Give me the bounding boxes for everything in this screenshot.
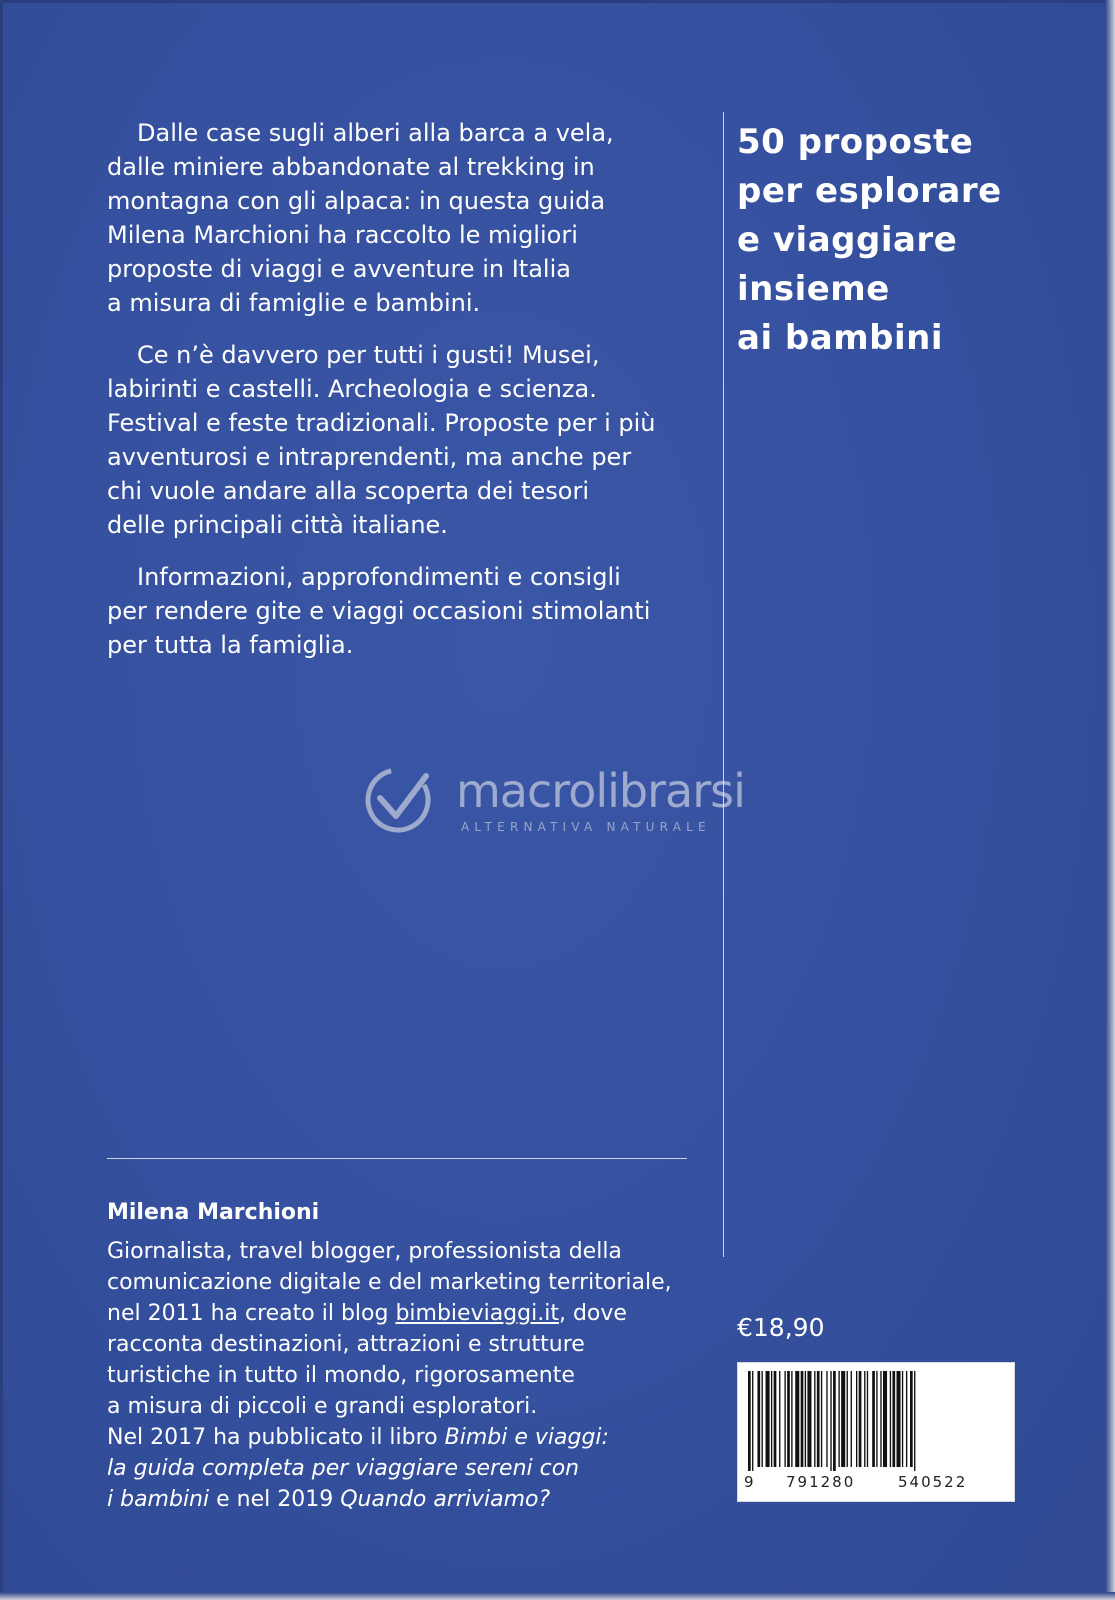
barcode-bar: [826, 1371, 827, 1467]
description-line: per tutta la famiglia.: [107, 631, 354, 659]
bio-line: turistiche in tutto il mondo, rigorosamente: [107, 1363, 575, 1388]
description-line: per rendere gite e viaggi occasioni stimolanti: [107, 597, 651, 625]
book-title-italic: la guida completa per viaggiare sereni con: [107, 1456, 580, 1481]
barcode-bar: [876, 1371, 877, 1467]
barcode-bar: [883, 1371, 887, 1467]
barcode-bar: [774, 1371, 777, 1467]
barcode-bar: [784, 1371, 785, 1467]
barcode-bar: [791, 1371, 792, 1467]
barcode-bar: [847, 1371, 848, 1467]
barcode-bar: [902, 1371, 903, 1467]
barcode-bar: [762, 1371, 763, 1467]
description-line: Informazioni, approfondimenti e consigli: [137, 563, 621, 591]
barcode-bar: [814, 1371, 815, 1467]
tagline-line: per esplorare: [737, 171, 1002, 211]
watermark-brand: macrolibrarsi: [456, 764, 745, 818]
barcode-bar: [890, 1371, 891, 1467]
barcode-bar: [830, 1371, 831, 1471]
barcode-bar: [914, 1371, 915, 1471]
book-title-italic: i bambini: [107, 1487, 210, 1512]
description-line: chi vuole andare alla scoperta dei tesori: [107, 477, 590, 505]
bio-line: racconta destinazioni, attrazioni e strutture: [107, 1332, 585, 1357]
description-paragraph-3: [107, 560, 707, 662]
barcode-bar: [838, 1371, 839, 1467]
barcode-bar: [771, 1371, 772, 1467]
barcode: [737, 1362, 1015, 1502]
description-paragraph-2: [107, 338, 707, 542]
bio-text: Nel 2017 ha pubblicato il libro: [107, 1425, 445, 1450]
description-line: a misura di famiglie e bambini.: [107, 289, 481, 317]
page-edge-right: [1105, 0, 1115, 1600]
barcode-digits: [738, 1473, 1014, 1495]
author-bio: [107, 1236, 717, 1515]
author-name: Milena Marchioni: [107, 1200, 320, 1225]
horizontal-divider: [107, 1158, 687, 1159]
bio-line: a misura di piccoli e grandi esploratori.: [107, 1394, 538, 1419]
barcode-bar: [801, 1371, 804, 1467]
barcode-bar: [752, 1371, 753, 1471]
description-line: avventurosi e intraprendenti, ma anche per: [107, 443, 632, 471]
barcode-bar: [748, 1371, 751, 1471]
cover-tagline: [737, 118, 1002, 363]
tagline-line: e viaggiare: [737, 220, 958, 260]
barcode-bar: [910, 1371, 913, 1467]
barcode-bar: [851, 1371, 852, 1467]
bio-line: comunicazione digitale e del marketing territoriale,: [107, 1270, 672, 1295]
barcode-bar: [757, 1371, 760, 1467]
barcode-bar: [795, 1371, 799, 1467]
tagline-line: 50 proposte: [737, 122, 974, 162]
description-line: montagna con gli alpaca: in questa guida: [107, 187, 606, 215]
description-line: delle principali città italiane.: [107, 511, 448, 539]
barcode-bar: [779, 1371, 780, 1467]
barcode-digit-first: 9: [744, 1473, 754, 1491]
barcode-bar: [897, 1371, 901, 1467]
book-title-italic: Quando arriviamo?: [340, 1487, 551, 1512]
bio-line: [107, 1298, 717, 1329]
description-line: Ce n’è davvero per tutti i gusti! Musei,: [137, 341, 600, 369]
blog-link: bimbieviaggi.it: [395, 1301, 559, 1326]
barcode-group-left: 791280: [786, 1473, 856, 1491]
description-line: dalle miniere abbandonate al trekking in: [107, 153, 595, 181]
bio-text: e nel 2019: [209, 1487, 341, 1512]
bio-text: nel 2011 ha creato il blog: [107, 1301, 396, 1326]
barcode-bar: [821, 1371, 822, 1467]
barcode-bar: [856, 1371, 857, 1467]
description-line: Milena Marchioni ha raccolto le migliori: [107, 221, 578, 249]
barcode-bar: [880, 1371, 881, 1467]
barcode-bar: [805, 1371, 806, 1467]
description-line: labirinti e castelli. Archeologia e scienza.: [107, 375, 597, 403]
description-paragraph-1: [107, 116, 707, 320]
watermark: [360, 762, 760, 842]
bio-line: [107, 1484, 717, 1515]
tagline-line: insieme: [737, 269, 890, 309]
bio-line: Giornalista, travel blogger, professionista della: [107, 1239, 622, 1264]
barcode-bar: [906, 1371, 907, 1467]
book-title-italic: Bimbi e viaggi:: [444, 1425, 609, 1450]
barcode-bar: [864, 1371, 865, 1467]
description-line: Dalle case sugli alberi alla barca a vela,: [137, 119, 614, 147]
barcode-bar: [833, 1371, 836, 1471]
description-line: proposte di viaggi e avventure in Italia: [107, 255, 571, 283]
barcode-bar: [841, 1371, 845, 1467]
barcode-bar: [817, 1371, 820, 1467]
barcode-bar: [872, 1371, 875, 1467]
tagline-line: ai bambini: [737, 318, 943, 358]
bio-line: [107, 1422, 717, 1453]
bio-text: , dove: [558, 1301, 627, 1326]
barcode-bar: [859, 1371, 862, 1467]
page-edge-bottom: [0, 1592, 1115, 1600]
barcode-bar: [867, 1371, 868, 1467]
barcode-bar: [766, 1371, 770, 1467]
barcode-bar: [892, 1371, 895, 1467]
barcode-bars: [748, 1371, 1004, 1471]
barcode-group-right: 540522: [898, 1473, 968, 1491]
barcode-bar: [787, 1371, 790, 1467]
vertical-divider: [723, 112, 724, 1257]
barcode-bar: [807, 1371, 811, 1467]
watermark-logo-icon: [360, 762, 440, 842]
price: €18,90: [737, 1313, 825, 1342]
description-line: Festival e feste tradizionali. Proposte per i più: [107, 409, 656, 437]
watermark-tagline: ALTERNATIVA NATURALE: [461, 820, 711, 834]
